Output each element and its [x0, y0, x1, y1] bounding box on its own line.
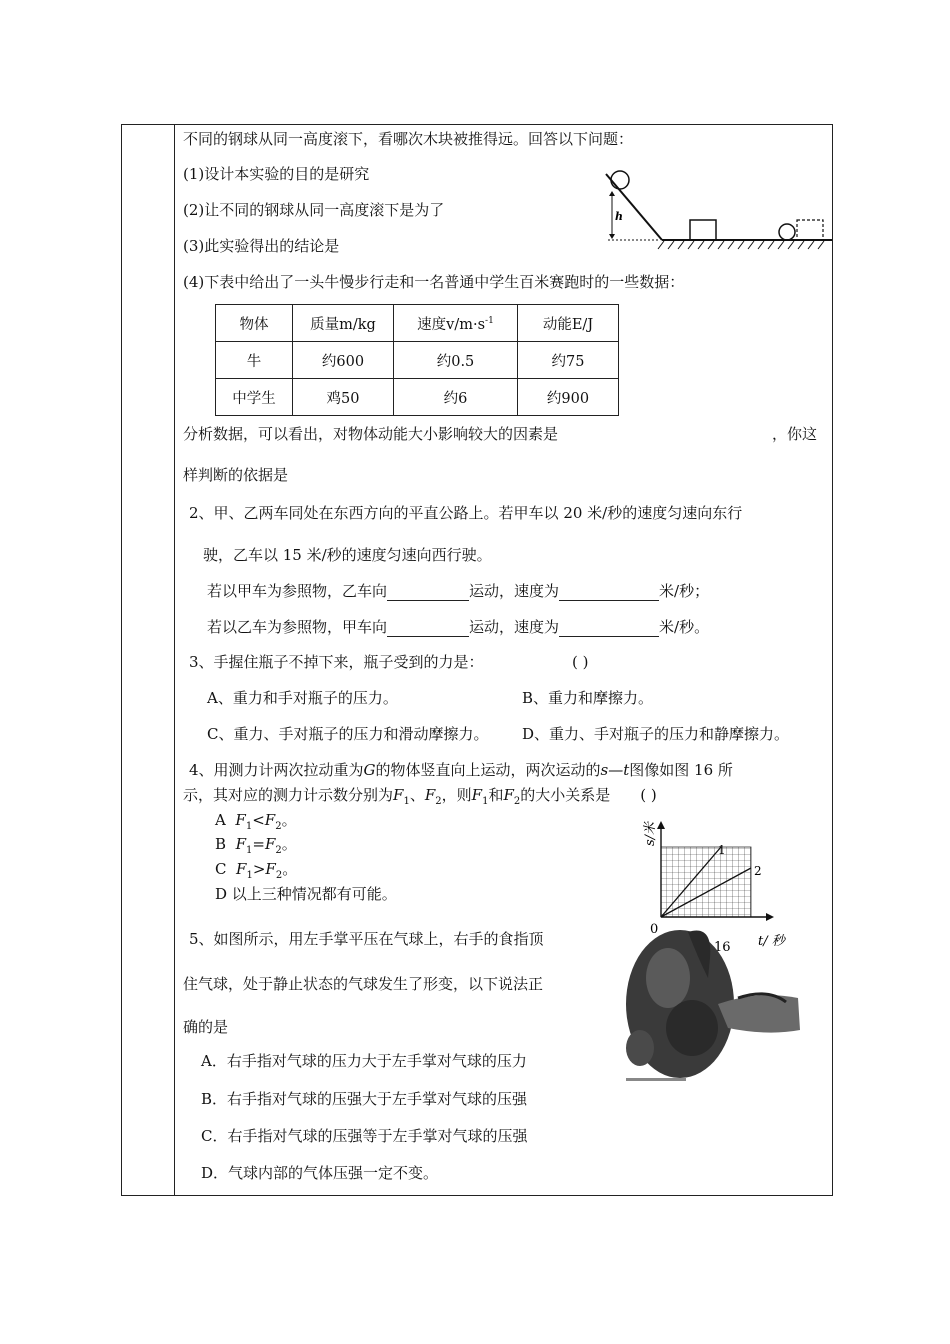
balloon-photo: [618, 918, 808, 1088]
column-divider: [174, 125, 175, 1195]
answer-blank[interactable]: [387, 584, 469, 601]
graph-line-1-label: 1: [718, 843, 726, 857]
q2-line1: 2、甲、乙两车同处在东西方向的平直公路上。若甲车以 20 米/秒的速度匀速向东行: [189, 504, 743, 522]
q2-line4: 若以乙车为参照物，甲车向 运动，速度为 米/秒。: [207, 618, 710, 636]
q3-option-a: A、重力和手对瓶子的压力。: [207, 689, 398, 707]
q1-part1: (1)设计本实验的目的是研究: [183, 165, 370, 183]
q5-option-b: B．右手指对气球的压强大于左手掌对气球的压强: [201, 1090, 528, 1108]
graph-line-2-label: 2: [754, 864, 762, 878]
analysis-text-end: ，你这: [772, 425, 818, 443]
q5-line1: 5、如图所示，用左手掌平压在气球上，右手的食指顶: [189, 930, 544, 948]
q3-option-d: D、重力、手对瓶子的压力和静摩擦力。: [522, 725, 790, 743]
ramp-experiment-figure: [600, 166, 836, 258]
q4-line2: 示，其对应的测力计示数分别为$F_1$、$F_2$，则$F_1$和$F_2$的大小关系是 ( ): [183, 786, 657, 807]
cell: 鸡50: [293, 379, 394, 416]
q3-answer-paren: ( ): [572, 653, 589, 671]
header-object: 物体: [216, 305, 293, 342]
q4-option-b: B $F_1=F_2$。: [215, 835, 297, 856]
header-speed: 速度$v/m\cdot s^{-1}$: [394, 305, 518, 342]
q1-part4: (4)下表中给出了一头牛慢步行走和一名普通中学生百米赛跑时的一些数据：: [183, 273, 685, 291]
cell: 牛: [216, 342, 293, 379]
header-energy: 动能E/J: [518, 305, 619, 342]
q4-option-a: A $F_1<F_2$。: [215, 811, 297, 832]
q5-line2: 住气球，处于静止状态的气球发生了形变，以下说法正: [183, 975, 544, 993]
q2-line3: 若以甲车为参照物，乙车向 运动，速度为 米/秒；: [207, 582, 710, 600]
analysis-basis: 样判断的依据是: [183, 466, 289, 484]
q5-option-d: D．气球内部的气体压强一定不变。: [201, 1164, 439, 1182]
answer-blank[interactable]: [387, 620, 469, 637]
cell: 中学生: [216, 379, 293, 416]
q5-option-c: C．右手指对气球的压强等于左手掌对气球的压强: [201, 1127, 528, 1145]
intro-text: 不同的钢球从同一高度滚下，看哪次木块被推得远。回答以下问题：: [183, 130, 634, 148]
height-label: h: [615, 210, 623, 223]
q5-option-a: A．右手指对气球的压力大于左手掌对气球的压力: [201, 1052, 527, 1070]
answer-blank[interactable]: [559, 584, 659, 601]
q4-option-d: D 以上三种情况都有可能。: [215, 885, 397, 903]
cell: 约0.5: [394, 342, 518, 379]
table-row: [216, 342, 619, 379]
q4-line1: 4、用测力计两次拉动重为G的物体竖直向上运动，两次运动的s—t图像如图 16 所: [189, 761, 733, 779]
graph-origin-label: 0: [650, 922, 659, 937]
q1-part2: (2)让不同的钢球从同一高度滚下是为了: [183, 201, 445, 219]
q5-line3: 确的是: [183, 1018, 229, 1036]
analysis-text: 分析数据，可以看出，对物体动能大小影响较大的因素是: [183, 425, 559, 443]
q3-option-b: B、重力和摩擦力。: [522, 689, 654, 707]
cell: 约900: [518, 379, 619, 416]
q3-option-c: C、重力、手对瓶子的压力和滑动摩擦力。: [207, 725, 489, 743]
table-row: [216, 379, 619, 416]
cell: 约600: [293, 342, 394, 379]
header-mass: 质量m/kg: [293, 305, 394, 342]
graph-y-label: s/米: [643, 821, 658, 846]
q2-line2: 驶，乙车以 15 米/秒的速度匀速向西行驶。: [203, 546, 492, 564]
animal-data-table: [215, 304, 619, 416]
graph-x-label: t/ 秒: [758, 934, 785, 949]
table-header-row: [216, 305, 619, 342]
graph-x-tick: 16: [714, 940, 731, 952]
cell: 约6: [394, 379, 518, 416]
answer-blank[interactable]: [559, 620, 659, 637]
q1-part3: (3)此实验得出的结论是: [183, 237, 340, 255]
q3-stem: 3、手握住瓶子不掉下来，瓶子受到的力是：: [189, 653, 484, 671]
cell: 约75: [518, 342, 619, 379]
q4-option-c: C $F_1>F_2$。: [215, 860, 298, 881]
